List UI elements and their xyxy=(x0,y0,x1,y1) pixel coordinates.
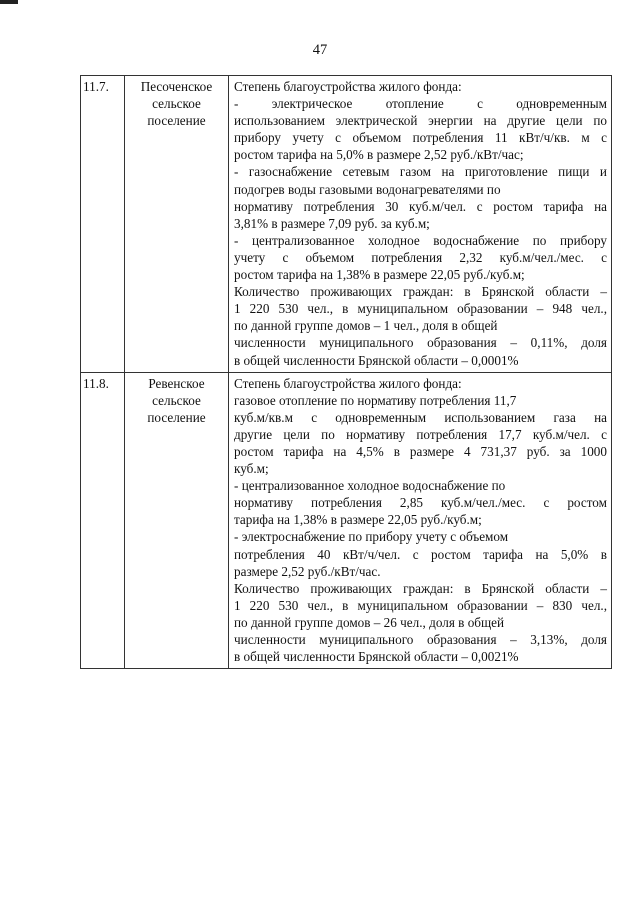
settlement-name-line: сельское xyxy=(152,392,201,408)
description-line: численности муниципального образования – 0,11%, доля xyxy=(234,335,607,351)
description-line: ростом тарифа на 1,38% в размере 22,05 руб./куб.м; xyxy=(234,267,525,283)
description-line: нормативу потребления 2,85 куб.м/чел./мес. с ростом xyxy=(234,495,607,511)
description-line: 1 220 530 чел., в муниципальном образовании – 948 чел., xyxy=(234,301,607,317)
description-line: учету с объемом потребления 2,32 куб.м/чел./мес. с xyxy=(234,249,607,265)
description-line: в общей численности Брянской области – 0,0021% xyxy=(234,649,519,665)
description-line: - централизованное холодное водоснабжение по прибору xyxy=(234,232,607,248)
description-line: нормативу потребления 30 куб.м/чел. с ростом тарифа на xyxy=(234,198,607,214)
row-number: 11.8. xyxy=(81,372,125,669)
description-line: по данной группе домов – 1 чел., доля в общей xyxy=(234,318,498,334)
description-line: Степень благоустройства жилого фонда: xyxy=(234,375,462,391)
description-line: другие цели по нормативу потребления 17,7 куб.м/чел. с xyxy=(234,426,607,442)
housing-description xyxy=(229,76,612,373)
page-number: 47 xyxy=(312,42,328,58)
row-number: 11.7. xyxy=(81,76,125,373)
description-line: Степень благоустройства жилого фонда: xyxy=(234,79,462,94)
description-line: Количество проживающих граждан: в Брянской области – xyxy=(234,580,607,596)
settlement-name-line: сельское xyxy=(152,96,201,112)
housing-table xyxy=(80,75,612,669)
table-row xyxy=(81,372,612,669)
settlement-name xyxy=(125,372,229,669)
description-line: ростом тарифа на 5,0% в размере 2,52 руб./кВт/час; xyxy=(234,147,524,163)
description-line: прибору учету с объемом потребления 11 кВт/ч/кв. м с xyxy=(234,130,607,146)
description-line: - электрическое отопление с одновременным xyxy=(234,96,607,112)
description-line: - электроснабжение по прибору учету с объемом xyxy=(234,529,509,545)
settlement-name-line: Песоченское xyxy=(140,79,213,94)
description-line: Количество проживающих граждан: в Брянской области – xyxy=(234,284,607,300)
description-line: в общей численности Брянской области – 0,0001% xyxy=(234,352,519,368)
scan-corner-mark xyxy=(0,0,18,4)
table-row xyxy=(81,76,612,373)
description-line: тарифа на 1,38% в размере 22,05 руб./куб.м; xyxy=(234,512,482,528)
description-line: потребления 40 кВт/ч/чел. с ростом тарифа на 5,0% в xyxy=(234,546,607,562)
description-line: 3,81% в размере 7,09 руб. за куб.м; xyxy=(234,215,430,231)
housing-description xyxy=(229,372,612,669)
description-line: куб.м/кв.м с одновременным использованием газа на xyxy=(234,409,607,425)
description-line: размере 2,52 руб./кВт/час. xyxy=(234,563,381,579)
settlement-name-line: Ревенское xyxy=(148,375,205,391)
description-line: ростом тарифа на 4,5% в размере 4 731,37 руб. за 1000 xyxy=(234,443,607,459)
description-line: численности муниципального образования – 3,13%, доля xyxy=(234,632,607,647)
description-line: использованием электрической энергии на другие цели по xyxy=(234,113,607,129)
description-line: - газоснабжение сетевым газом на приготовление пищи и xyxy=(234,164,607,180)
description-line: по данной группе домов – 26 чел., доля в общей xyxy=(234,614,505,630)
description-line: 1 220 530 чел., в муниципальном образовании – 830 чел., xyxy=(234,597,607,613)
settlement-name-line: поселение xyxy=(147,113,206,129)
settlement-name xyxy=(125,76,229,373)
description-line: - централизованное холодное водоснабжение по xyxy=(234,478,506,494)
description-line: газовое отопление по нормативу потребления 11,7 xyxy=(234,392,517,408)
settlement-name-line: поселение xyxy=(147,409,206,425)
description-line: подогрев воды газовыми водонагревателями по xyxy=(234,181,501,197)
description-line: куб.м; xyxy=(234,461,269,477)
